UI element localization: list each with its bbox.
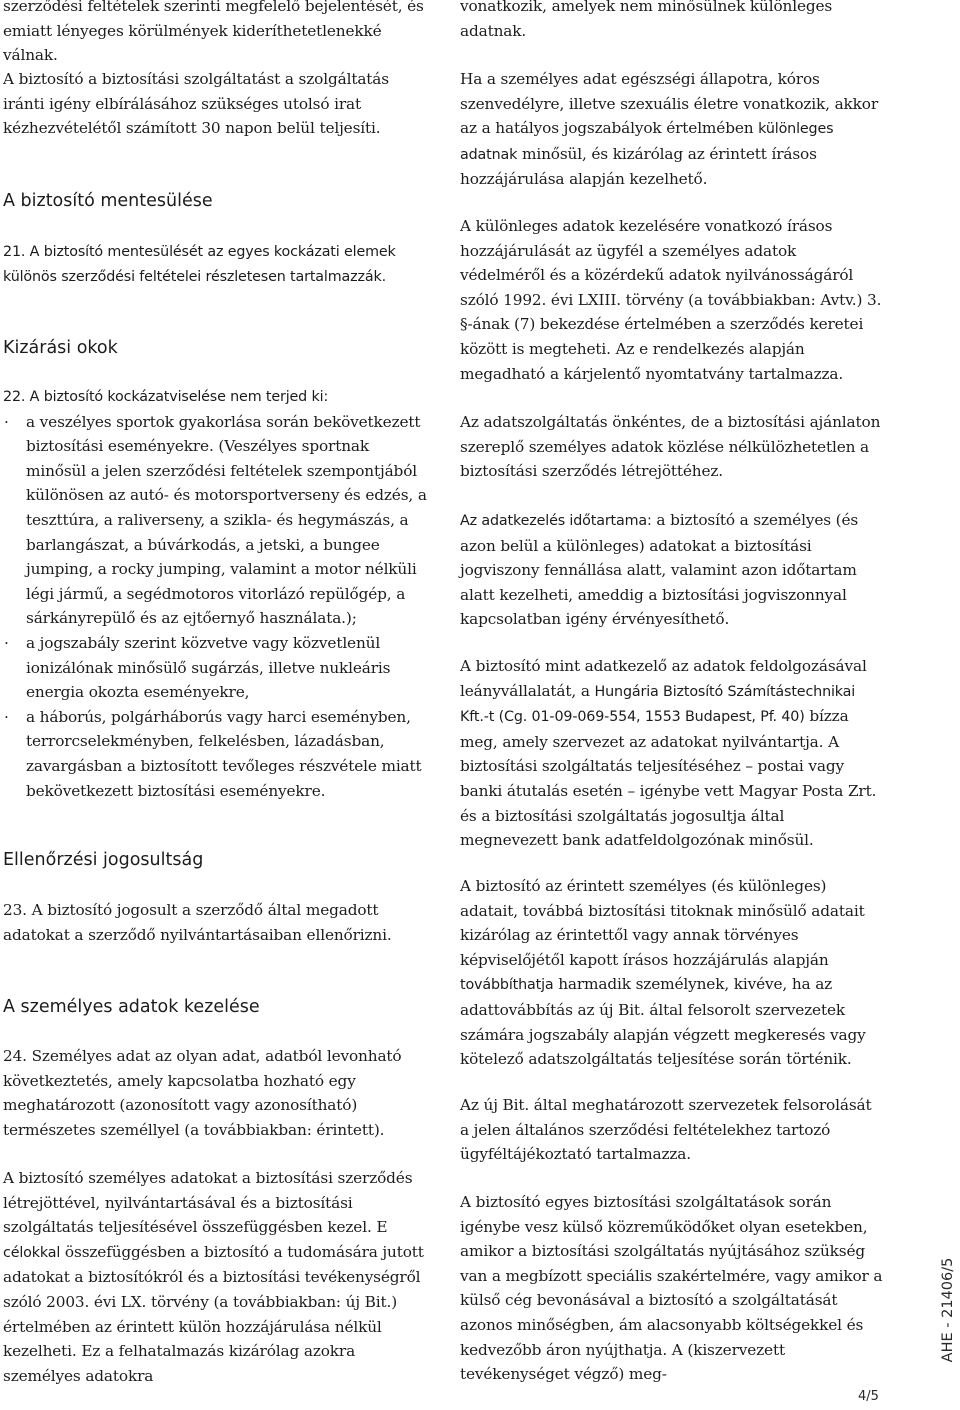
highlight-duration: Az adatkezelés időtartama: — [460, 513, 652, 529]
highlight-processor: Hungária Biztosító Számítástechnikai Kft.-t (Cg. 01-09-069-554, 1553 Budapest, Pf. 40) — [460, 683, 856, 726]
paragraph-reporting: szerződési feltételek szerinti megfelelő bejelentését, és emiatt lényeges körülmények kideríthetetlenekké válnak. — [3, 0, 424, 65]
highlight-transfer: továbbíthatja — [460, 977, 554, 994]
paragraph-outsourcing: A biztosító egyes biztosítási szolgáltatások során igénybe vesz külső közreműködőket olyan esetekben, amikor a biztosítási szolgáltatás nyújtásához szükség van a megbízott speciális szakértelmére, vagy amikor a külső cég bevonásával a biztosító a szolgáltatását azonos minőségben, ám alacsonyabb költségekkel és kedvezőbb áron nyújthatja. A (kiszervezett tevékenységet végző) meg- — [460, 1193, 883, 1384]
exclusions-list — [3, 385, 431, 803]
paragraph-data-transfer: A biztosító az érintett személyes (és különleges) adatait, továbbá biztosítási titoknak minősülő adatait kizárólag az érintettől vagy annak törvényes képviselőjétől kapott írásos hozzájárulás alapján továbbíthatja harmadik személynek, kivéve, ha az adattovábbítás az új Bit. által felsorolt szervezetek számára jogszabály alapján végzett megkeresés vagy kötelező adatszolgáltatás teljesítése során történik. — [460, 877, 866, 1069]
paragraph-data-controller: A biztosító mint adatkezelő az adatok feldolgozásával leányvállalatát, a Hungária Biztosító Számítástechnikai Kft.-t (Cg. 01-09-069-554, 1553 Budapest, Pf. 40) bízza meg, amely szervezet az adatokat nyilvántartja. A biztosítási szolgáltatás teljesítéséhez – postai vagy banki átutalás esetén – igénybe vett Magyar Posta Zrt. és a biztosítási szolgáltatás jogosultja által megnevezett bank adatfeldolgozónak minősül. — [460, 657, 877, 850]
heading-control-right: Ellenőrzési jogosultság — [3, 850, 204, 870]
paragraph-new-bit: Az új Bit. által meghatározott szervezetek felsorolását a jelen általános szerződési feltételekhez tartozó ügyféltájékoztató tartalmazza. — [460, 1096, 872, 1164]
paragraph-continuation: vonatkozik, amelyek nem minősülnek különleges adatnak. — [460, 0, 833, 40]
list-item: · a veszélyes sportok gyakorlása során bekövetkezett biztosítási eseményekre. (Veszélyes sportnak minősül a jelen szerződési feltételek szempontjából különösen az autó- és motorsportverseny és edzés, a teszttúra, a raliverseny, a szikla- és hegymászás, a barlangászat, a búvárkodás, a jetski, a bungee jumping, a rocky jumping, valamint a motor nélküli légi jármű, a segédmotoros vitorlázó repülőgép, a sárkányrepülő és az ejtőernyő használata.); — [3, 410, 431, 631]
page-number: 4/5 — [858, 1389, 879, 1404]
heading-insurer-exemption: A biztosító mentesülése — [3, 191, 213, 211]
paragraph-special-consent: A különleges adatok kezelésére vonatkozó írásos hozzájárulását az ügyfél a személyes adatok védelméről és a közérdekű adatok nyilvánosságáról szóló 1992. évi LXIII. törvény (a továbbiakban: Avtv.) 3. §-ának (7) bekezdése értelmében a szerződés keretei között is megteheti. Az e rendelkezés alapján megadható a kárjelentő nyomtatvány tartalmazza. — [460, 217, 882, 383]
highlight-special-data: különleges adatnak — [460, 121, 834, 163]
paragraph-health-data: Ha a személyes adat egészségi állapotra, kóros szenvedélyre, illetve szexuális életre vonatkozik, akkor az a hatályos jogszabályok értelmében különleges adatnak minősül, és kizárólag az érintett írásos hozzájárulása alapján kezelhető. — [460, 70, 879, 189]
paragraph-service-deadline: A biztosító a biztosítási szolgáltatást a szolgáltatás iránti igény elbírálásához szükséges utolsó irat kézhezvételétől számított 30 napon belül teljesíti. — [3, 70, 389, 138]
paragraph-data-purposes: A biztosító személyes adatokat a biztosítási szerződés létrejöttével, nyilvántartásával és a biztosítási szolgáltatás teljesítésével összefüggésben kezel. E célokkal összefüggésben a biztosító a tudomására jutott adatokat a biztosítókról és a biztosítási tevékenységről szóló 2003. évi LX. törvény (a továbbiakban: új Bit.) értelmében az érintett külön hozzájárulása nélkül kezelheti. Ez a felhatalmazás kizárólag azokra személyes adatokra — [3, 1169, 424, 1385]
paragraph-23: 23. A biztosító jogosult a szerződő által megadott adatokat a szerződő nyilvántartásaiban ellenőrizni. — [3, 901, 392, 944]
highlight-purposes: célokkal — [3, 1244, 61, 1261]
heading-personal-data: A személyes adatok kezelése — [3, 997, 260, 1017]
paragraph-voluntary: Az adatszolgáltatás önkéntes, de a biztosítási ajánlaton szereplő személyes adatok közlése nélkülözhetetlen a biztosítási szerződés létrejöttéhez. — [460, 413, 881, 481]
list-item: · a háborús, polgárháborús vagy harci eseményben, terrorcselekményben, felkelésben, lázadásban, zavargásban a biztosított tevőleges részvétele miatt bekövetkezett biztosítási eseményekre. — [3, 705, 431, 803]
document-code: AHE - 21406/5 — [940, 1257, 956, 1363]
paragraph-22-lead: 22. A biztosító kockázatviselése nem terjed ki: — [3, 389, 329, 405]
heading-exclusions: Kizárási okok — [3, 338, 118, 358]
paragraph-24: 24. Személyes adat az olyan adat, adatból levonható következtetés, amely kapcsolatba hozható egy meghatározott (azonosított vagy azonosítható) természetes személlyel (a továbbiakban: érintett). — [3, 1047, 402, 1139]
list-item: · a jogszabály szerint közvetve vagy közvetlenül ionizálónak minősülő sugárzás, illetve nukleáris energia okozta eseményekre, — [3, 631, 431, 705]
paragraph-21: 21. A biztosító mentesülését az egyes kockázati elemek különös szerződési feltételei részletesen tartalmazzák. — [3, 244, 396, 285]
paragraph-duration: Az adatkezelés időtartama: a biztosító a személyes (és azon belül a különleges) adatokat a biztosítási jogviszony fennállása alatt, valamint azon időtartam alatt kezelheti, ameddig a biztosítási jogviszonnyal kapcsolatban igény érvényesíthető. — [460, 511, 859, 629]
